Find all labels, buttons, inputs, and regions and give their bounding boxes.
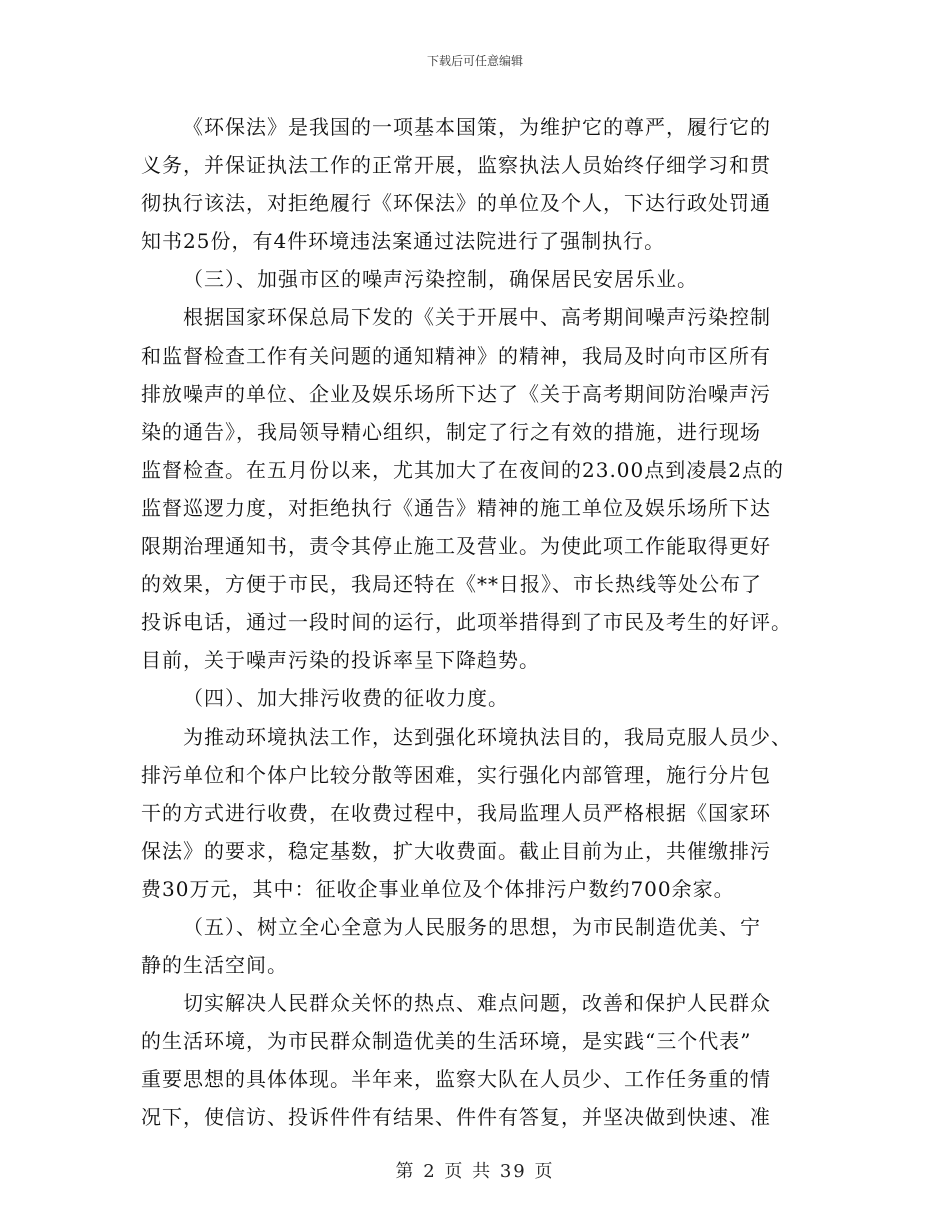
- text-line: 限期治理通知书，责令其停止施工及营业。为使此项工作能取得更好: [141, 534, 771, 559]
- text-line: 的生活环境，为市民群众制造优美的生活环境，是实践“三个代表”: [141, 1029, 752, 1054]
- text-line: 根据国家环保总局下发的《关于开展中、高考期间噪声污染控制: [183, 305, 771, 330]
- text-line: 义务，并保证执法工作的正常开展，监察执法人员始终仔细学习和贯: [141, 153, 771, 178]
- text-line: 费30万元，其中：征收企事业单位及个体排污户数约700余家。: [141, 876, 735, 901]
- text-line: 《环保法》是我国的一项基本国策，为维护它的尊严，履行它的: [183, 115, 771, 139]
- text-line: 切实解决人民群众关怀的热点、难点问题，改善和保护人民群众: [183, 991, 771, 1016]
- section-heading: （五）、树立全心全意为人民服务的思想，为市民制造优美、宁: [183, 914, 761, 939]
- text-line: 染的通告》，我局领导精心组织，制定了行之有效的措施，进行现场: [141, 419, 761, 444]
- document-body: [141, 108, 809, 1137]
- text-line: 知书25份，有4件环境违法案通过法院进行了强制执行。: [141, 229, 666, 254]
- section-heading-continued: 静的生活空间。: [141, 953, 288, 978]
- text-line: 和监督检查工作有关问题的通知精神》的精神，我局及时向市区所有: [141, 343, 771, 368]
- section-heading: （四）、加大排污收费的征收力度。: [183, 686, 509, 711]
- section-heading: （三）、加强市区的噪声污染控制，确保居民安居乐业。: [183, 267, 698, 292]
- page-number: 第 2 页 共 39 页: [395, 1161, 555, 1182]
- text-line: 干的方式进行收费，在收费过程中，我局监理人员严格根据《国家环: [141, 800, 771, 825]
- text-line: 为推动环境执法工作，达到强化环境执法目的，我局克服人员少、: [183, 724, 792, 749]
- text-line: 重要思想的具体体现。半年来，监察大队在人员少、工作任务重的情: [141, 1067, 771, 1092]
- text-line: 保法》的要求，稳定基数，扩大收费面。截止目前为止，共催缴排污: [141, 838, 771, 863]
- text-line: 况下，使信访、投诉件件有结果、件件有答复，并坚决做到快速、准: [141, 1105, 771, 1130]
- text-line: 投诉电话，通过一段时间的运行，此项举措得到了市民及考生的好评。: [141, 610, 792, 635]
- text-line: 监督巡逻力度，对拒绝执行《通告》精神的施工单位及娱乐场所下达: [141, 495, 771, 520]
- text-line: 排放噪声的单位、企业及娱乐场所下达了《关于高考期间防治噪声污: [141, 381, 771, 406]
- text-line: 监督检查。在五月份以来，尤其加大了在夜间的23.00点到凌晨2点的: [141, 457, 784, 482]
- text-line: 排污单位和个体户比较分散等困难，实行强化内部管理，施行分片包: [141, 762, 771, 787]
- page-header-note: 下载后可任意编辑: [426, 54, 523, 68]
- text-line: 的效果，方便于市民，我局还特在《**日报》、市长热线等处公布了: [141, 572, 762, 597]
- text-line: 彻执行该法，对拒绝履行《环保法》的单位及个人，下达行政处罚通: [141, 191, 771, 216]
- text-line: 目前，关于噪声污染的投诉率呈下降趋势。: [141, 648, 540, 673]
